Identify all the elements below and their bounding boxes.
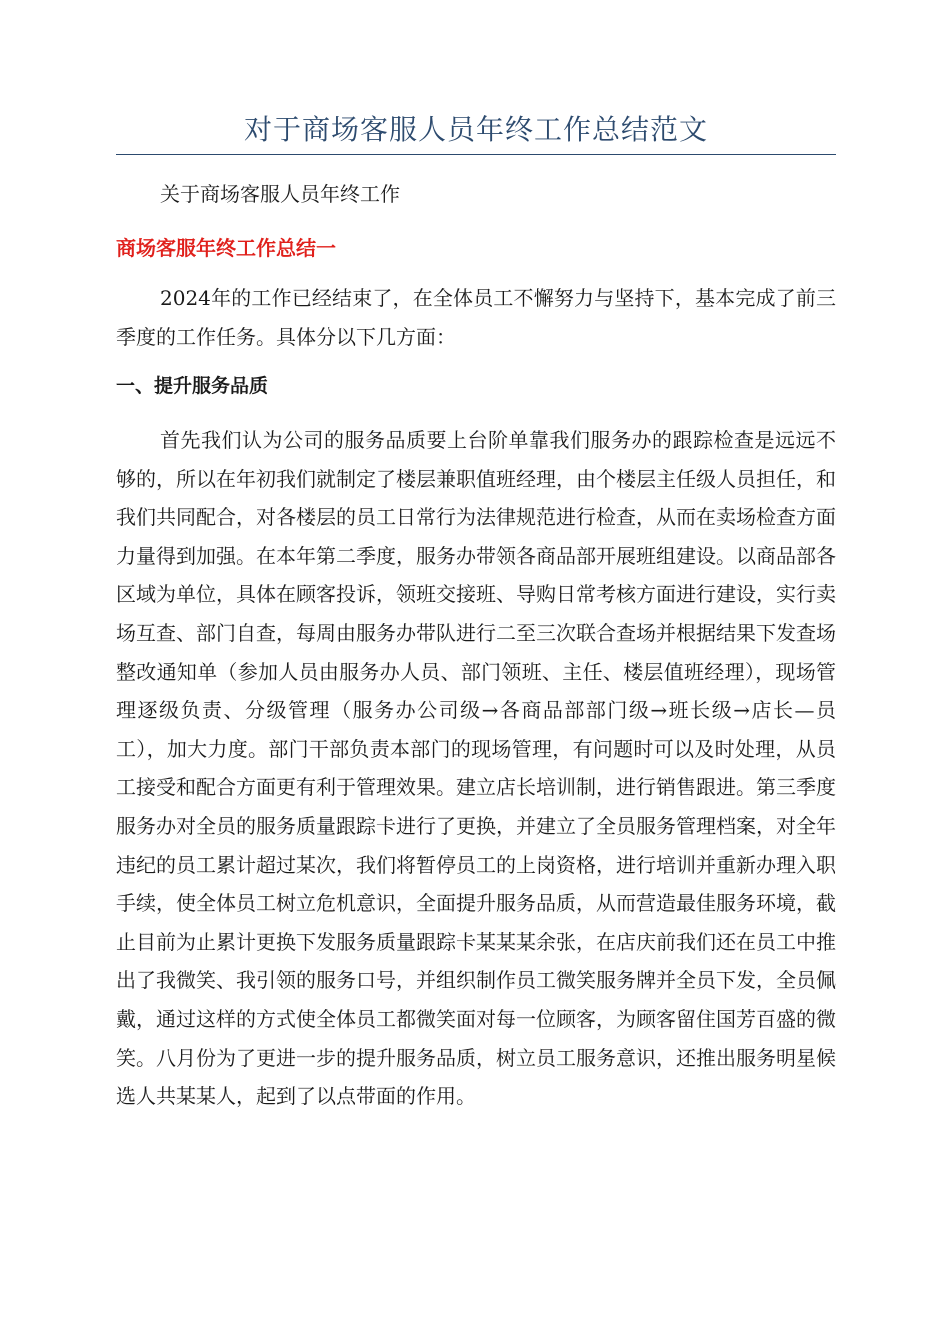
intro-paragraph: 2024年的工作已经结束了，在全体员工不懈努力与坚持下，基本完成了前三季度的工作任务。具体分以下几方面：: [116, 286, 836, 349]
section-red-heading: 商场客服年终工作总结一: [116, 236, 336, 260]
document-title: 对于商场客服人员年终工作总结范文: [243, 113, 708, 146]
title-underline: [116, 154, 836, 155]
section-heading-service-quality: 一、提升服务品质: [116, 375, 269, 397]
document-subtitle: 关于商场客服人员年终工作: [160, 182, 400, 206]
body-paragraph-service-quality: 首先我们认为公司的服务品质要上台阶单靠我们服务办的跟踪检查是远远不够的，所以在年初我们就制定了楼层兼职值班经理，由个楼层主任级人员担任，和我们共同配合，对各楼层的员工日常行为法律规范进行检查，从而在卖场检查方面力量得到加强。在本年第二季度，服务办带领各商品部开展班组建设。以商品部各区域为单位，具体在顾客投诉，领班交接班、导购日常考核方面进行建设，实行卖场互查、部门自查，每周由服务办带队进行二至三次联合查场并根据结果下发查场整改通知单（参加人员由服务办人员、部门领班、主任、楼层值班经理），现场管理逐级负责、分级管理（服务办公司级→各商品部部门级→班长级→店长—员工），加大力度。部门干部负责本部门的现场管理，有问题时可以及时处理，从员工接受和配合方面更有利于管理效果。建立店长培训制，进行销售跟进。第三季度服务办对全员的服务质量跟踪卡进行了更换，并建立了全员服务管理档案，对全年违纪的员工累计超过某次，我们将暂停员工的上岗资格，进行培训并重新办理入职手续，使全体员工树立危机意识，全面提升服务品质，从而营造最佳服务环境，截止目前为止累计更换下发服务质量跟踪卡某某某余张，在店庆前我们还在员工中推出了我微笑、我引领的服务口号，并组织制作员工微笑服务牌并全员下发，全员佩戴，通过这样的方式使全体员工都微笑面对每一位顾客，为顾客留住国芳百盛的微笑。八月份为了更进一步的提升服务品质，树立员工服务意识，还推出服务明星候选人共某某人，起到了以点带面的作用。: [116, 428, 836, 1109]
